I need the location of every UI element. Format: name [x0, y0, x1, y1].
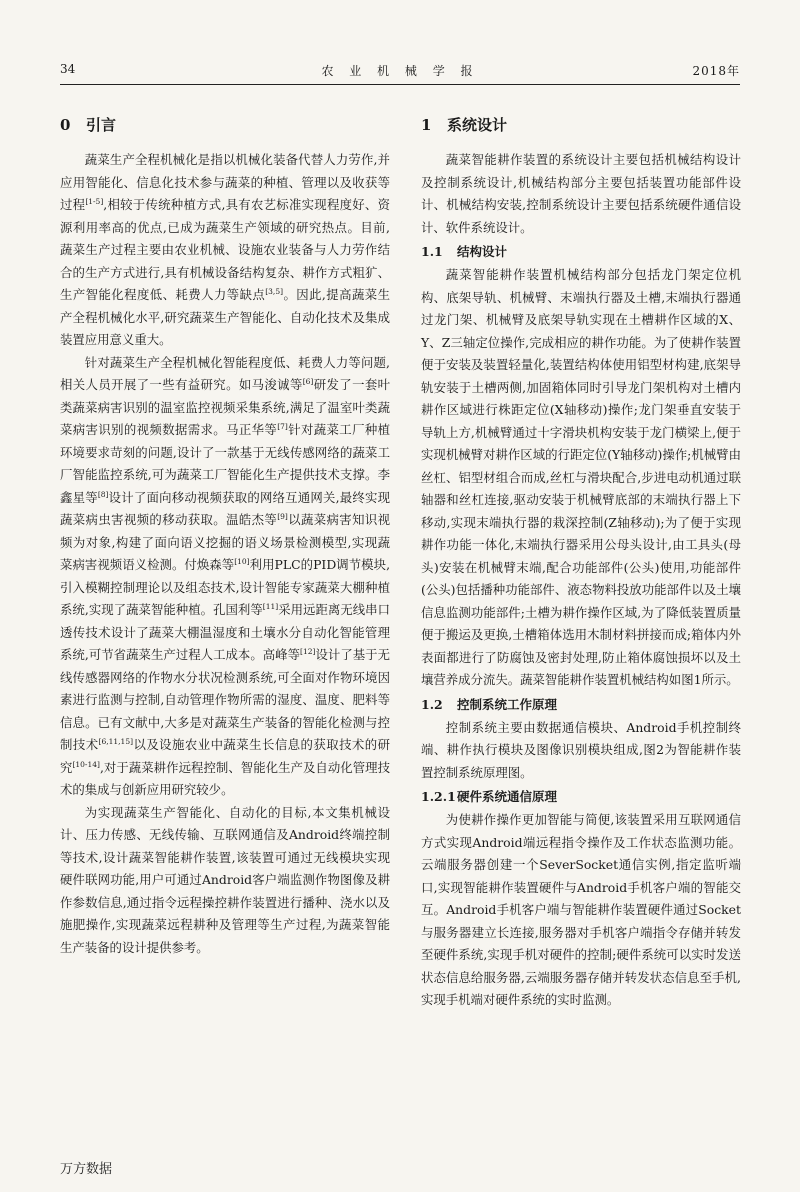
- citation: [7]: [277, 422, 288, 431]
- right-column: [421, 108, 741, 1012]
- paragraph-intro-1: 蔬菜生产全程机械化是指以机械化装备代替人力劳作,并应用智能化、信息化技术参与蔬菜的种植、管理以及收获等过程[1-5],相较于传统种植方式,具有农艺标准实现程度好、资源利用率高的优点,已成为蔬菜生产领域的研究热点。目前,蔬菜生产过程主要由农业机械、设施农业装备与人力劳作结合的生产方式进行,具有机械设备结构复杂、耕作方式粗犷、生产智能化程度低、耗费人力等缺点[3,5]。因此,提高蔬菜生产全程机械化水平,研究蔬菜生产智能化、自动化技术及集成装置应用意义重大。: [60, 152, 390, 347]
- section-heading-introduction: 0 引言: [60, 116, 117, 134]
- citation: [8]: [97, 489, 109, 499]
- citation: [10]: [234, 557, 250, 566]
- watermark-text: 万方数据: [60, 1162, 113, 1177]
- paragraph-design-4: 为使耕作操作更加智能与简便,该装置采用互联网通信方式实现Android端远程指令操作及工作状态监测功能。云端服务器创建一个SeverSocket通信实例,指定监听端口,实现智能耕作装置硬件与Android手机客户端的智能交互。Android手机客户端与智能耕作装置硬件通过Socket与服务器建立长连接,服务器对手机客户端指令存储并转发至硬件系统,实现手机对硬件的控制;硬件系统可以实时发送状态信息给服务器,云端服务器存储并转发状态信息至手机,实现手机端对硬件系统的实时监测。: [421, 812, 741, 1007]
- paragraph-design-2: 蔬菜智能耕作装置机械结构部分包括龙门架定位机构、底架导轨、机械臂、末端执行器及土槽,末端执行器通过龙门架、机械臂及底架导轨实现在土槽耕作区域的X、Y、Z三轴定位操作,完成相应的耕作功能。为了使耕作装置便于安装及装置轻量化,装置结构体使用铝型材构建,底架导轨安装于土槽两侧,加固箱体同时引导龙门架机构对土槽内耕作区域进行株距定位(X轴移动)操作;龙门架垂直安装于导轨上方,机械臂通过十字滑块机构安装于龙门横梁上,便于实现机械臂对耕作区域的行距定位(Y轴移动)操作;机械臂由丝杠、铝型材组合而成,丝杠与滑块配合,步进电动机通过联轴器和丝杠连接,驱动安装于机械臂底部的末端执行器上下移动,实现末端执行器的栽深控制(Z轴移动);为了便于实现耕作功能一体化,末端执行器采用公母头设计,由工具头(母头)安装在机械臂末端,配合功能部件(公头)使用,功能部件(公头)包括播种功能部件、液态物料投放功能部件以及土壤信息监测功能部件;土槽为耕作操作区域,为了降低装置质量便于搬运及更换,土槽箱体选用木制材料拼接而成;箱体内外表面都进行了防腐蚀及密封处理,防止箱体腐蚀损坏以及土壤营养成分流失。蔬菜智能耕作装置机械结构如图1所示。: [421, 267, 741, 687]
- paragraph-intro-3: 为实现蔬菜生产智能化、自动化的目标,本文集机械设计、压力传感、无线传输、互联网通信及Android终端控制等技术,设计蔬菜智能耕作装置,该装置可通过无线模块实现硬件联网功能,用户可通过Android客户端监测作物图像及耕作参数信息,通过指令远程操控耕作装置进行播种、浇水以及施肥操作,实现蔬菜远程耕种及管理等生产过程,为蔬菜智能生产装备的设计提供参考。: [60, 804, 390, 955]
- subsection-heading-structure: 1.1 结构设计: [421, 244, 508, 259]
- citation: [6,11,15]: [98, 737, 134, 746]
- running-header: [60, 60, 740, 85]
- left-column: [60, 108, 390, 959]
- paragraph-intro-2: 针对蔬菜生产全程机械化智能程度低、耗费人力等问题,相关人员开展了一些有益研究。如马浚诚等[6]研发了一套叶类蔬菜病害识别的温室监控视频采集系统,满足了温室叶类蔬菜病害识别的视频数据需求。马正华等[7]针对蔬菜工厂种植环境要求苛刻的问题,设计了一款基于无线传感网络的蔬菜工厂智能监控系统,可为蔬菜工厂智能化生产提供技术支撑。李鑫星等[8]设计了面向移动视频获取的网络互通网关,最终实现蔬菜病虫害视频的移动获取。温皓杰等[9]以蔬菜病害知识视频为对象,构建了面向语义挖掘的语义场景检测模型,实现蔬菜病害视频语义检测。付焕森等[10]利用PLC的PID调节模块,引入模糊控制理论以及组态技术,设计智能专家蔬菜大棚种植系统,实现了蔬菜智能种植。孔国利等[11]采用远距离无线串口透传技术设计了蔬菜大棚温湿度和土壤水分自动化智能管理系统,可节省蔬菜生产过程人工成本。高峰等[12]设计了基于无线传感器网络的作物水分状况检测系统,可全面对作物环境因素进行监测与控制,自动管理作物所需的湿度、温度、肥料等信息。已有文献中,大多是对蔬菜生产装备的智能化检测与控制技术[6,11,15]以及设施农业中蔬菜生长信息的获取技术的研究[10-14],对于蔬菜耕作远程控制、智能化生产及自动化管理技术的集成与创新应用研究较少。: [60, 354, 391, 797]
- paragraph-design-1: 蔬菜智能耕作装置的系统设计主要包括机械结构设计及控制系统设计,机械结构部分主要包括装置功能部件设计、机械结构安装,控制系统设计主要包括系统硬件通信设计、软件系统设计。: [421, 152, 741, 235]
- citation: [1-5]: [85, 197, 104, 206]
- journal-title: 农 业 机 械 学 报: [321, 64, 479, 78]
- paragraph-design-3: 控制系统主要由数据通信模块、Android手机控制终端、耕作执行模块及图像识别模块组成,图2为智能耕作装置控制系统原理图。: [421, 719, 741, 780]
- citation: [12]: [300, 647, 316, 656]
- section-heading-system-design: 1 系统设计: [421, 116, 508, 134]
- citation: [11]: [262, 602, 279, 611]
- subsection-heading-control: 1.2 控制系统工作原理: [421, 696, 558, 712]
- citation: [10-14]: [72, 759, 100, 769]
- subsubsection-heading-hardware: 1.2.1硬件系统通信原理: [421, 789, 558, 804]
- citation: [3,5]: [265, 287, 284, 296]
- journal-year: 2018年: [692, 64, 740, 78]
- citation: [9]: [277, 512, 288, 521]
- page-number: 34: [60, 62, 76, 76]
- citation: [6]: [302, 377, 314, 386]
